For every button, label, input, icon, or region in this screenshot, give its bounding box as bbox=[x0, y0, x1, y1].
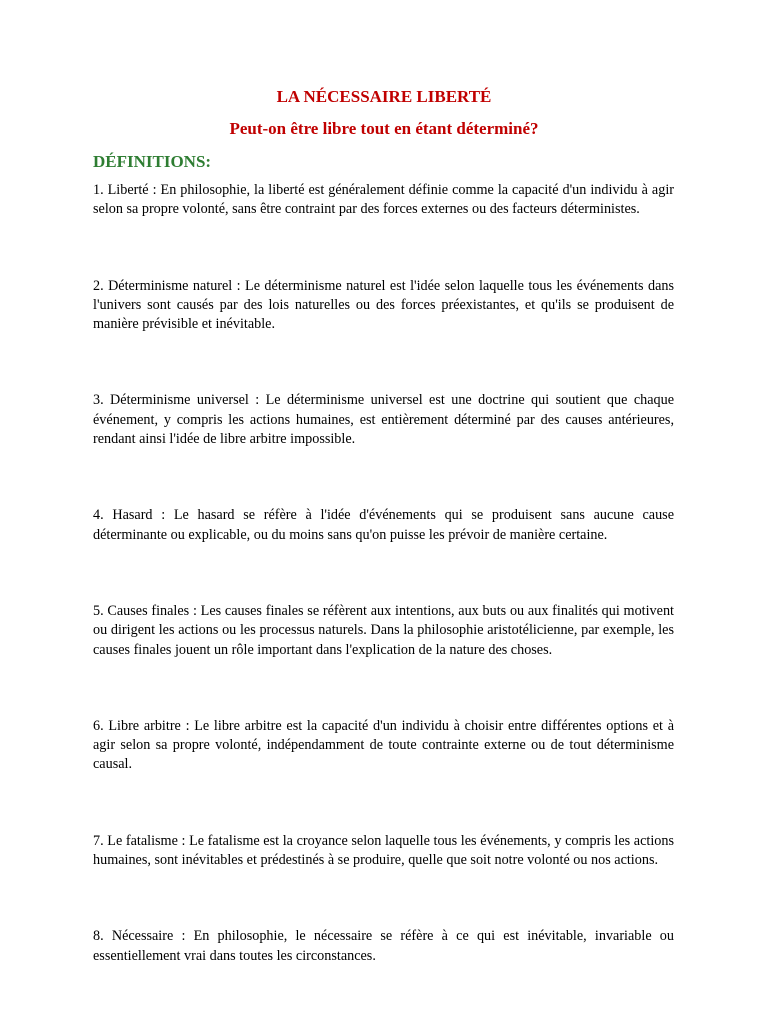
definition-item-determinisme-naturel: 2. Déterminisme naturel : Le déterminisme naturel est l'idée selon laquelle tous les événements dans l'univers sont causés par des lois naturelles ou des forces préexistantes, et qu'ils se produisent de manière prévisible et inévitable. bbox=[93, 277, 674, 333]
document-subtitle: Peut-on être libre tout en étant déterminé? bbox=[229, 119, 539, 138]
definition-item-liberte: 1. Liberté : En philosophie, la liberté est généralement définie comme la capacité d'un individu à agir selon sa propre volonté, sans être contraint par des forces externes ou des facteurs déterministes. bbox=[93, 182, 674, 218]
document-title: LA NÉCESSAIRE LIBERTÉ bbox=[276, 87, 492, 106]
definitions-list bbox=[93, 181, 674, 1023]
definition-item-fatalisme: 7. Le fatalisme : Le fatalisme est la croyance selon laquelle tous les événements, y compris les actions humaines, sont inévitables et prédestinés à se produire, quelle que soit notre volonté ou nos actions. bbox=[93, 832, 674, 869]
definition-item-causes-finales: 5. Causes finales : Les causes finales se réfèrent aux intentions, aux buts ou aux finalités qui motivent ou dirigent les actions ou les processus naturels. Dans la philosophie aristotélicienne, par exemple, les causes finales jouent un rôle important dans l'explication de la nature des choses. bbox=[93, 602, 674, 658]
definition-item-libre-arbitre: 6. Libre arbitre : Le libre arbitre est la capacité d'un individu à choisir entre différentes options et à agir selon sa propre volonté, indépendamment de toute contrainte externe ou de tout déterminisme causal. bbox=[93, 717, 674, 773]
section-heading-definitions: DÉFINITIONS: bbox=[93, 152, 212, 171]
definition-item-determinisme-universel: 3. Déterminisme universel : Le déterminisme universel est une doctrine qui soutient que chaque événement, y compris les actions humaines, est entièrement déterminé par des causes antérieures, rendant ainsi l'idée de libre arbitre impossible. bbox=[93, 392, 674, 448]
definition-item-necessaire: 8. Nécessaire : En philosophie, le nécessaire se réfère à ce qui est inévitable, invariable ou essentiellement vrai dans toutes les circonstances. bbox=[93, 928, 674, 964]
definition-item-hasard: 4. Hasard : Le hasard se réfère à l'idée d'événements qui se produisent sans aucune cause déterminante ou explicable, ou du moins sans qu'on puisse les prévoir de manière certaine. bbox=[93, 507, 674, 543]
